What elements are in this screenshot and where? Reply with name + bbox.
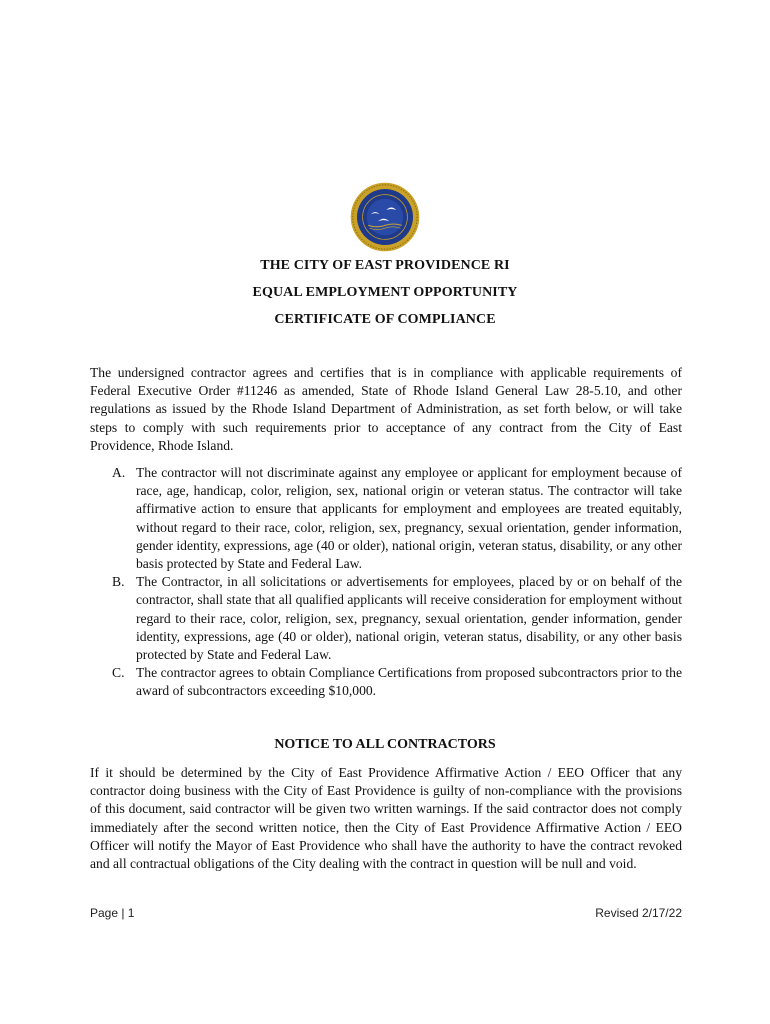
list-item	[112, 664, 682, 700]
title-certificate: CERTIFICATE OF COMPLIANCE	[274, 312, 496, 327]
list-item	[112, 573, 682, 664]
city-seal-icon	[350, 182, 420, 252]
list-item-text: The contractor agrees to obtain Compliance Certifications from proposed subcontractors prior to the award of subcontractors exceeding $10,000.	[136, 665, 682, 699]
intro-paragraph: The undersigned contractor agrees and certifies that is in compliance with applicable requirements of Federal Executive Order #11246 as amended, State of Rhode Island General Law 28-5.10, and other regulations as issued by the Rhode Island Department of Administration, as set forth below, or will take steps to comply with such requirements prior to acceptance of any contract from the City of East Providence, Rhode Island.	[90, 365, 682, 453]
list-item	[112, 464, 682, 573]
requirements-list	[112, 464, 682, 701]
title-eeo: EQUAL EMPLOYMENT OPPORTUNITY	[252, 285, 518, 300]
list-marker: B.	[112, 574, 125, 590]
list-item-text: The contractor will not discriminate against any employee or applicant for employment because of race, age, handicap, color, religion, sex, national origin or veteran status. The contractor will take affirmative action to ensure that applicants for employment and employees are treated equitably, without regard to their race, color, religion, sex, pregnancy, sexual orientation, gender information, gender identity, expressions, age (40 or older), national origin, veteran status, disability, or any other basis protected by State and Federal Law.	[136, 465, 682, 572]
list-item-text: The Contractor, in all solicitations or advertisements for employees, placed by or on behalf of the contractor, shall state that all qualified applicants will receive consideration for employment without regard to their race, color, religion, sex, pregnancy, sexual orientation, gender information, gender identity, expressions, age (40 or older), national origin, veteran status, disability, or any other basis protected by State and Federal Law.	[136, 574, 682, 663]
revision-date: Revised 2/17/22	[595, 906, 682, 920]
notice-heading: NOTICE TO ALL CONTRACTORS	[274, 737, 496, 752]
page-number: Page | 1	[90, 906, 135, 920]
title-city: THE CITY OF EAST PROVIDENCE RI	[260, 258, 510, 273]
list-marker: A.	[112, 465, 126, 480]
list-marker: C.	[112, 665, 125, 681]
notice-paragraph: If it should be determined by the City of East Providence Affirmative Action / EEO Officer that any contractor doing business with the City of East Providence is guilty of non-compliance with the provisions of this document, said contractor will be given two written warnings. If the said contractor does not comply immediately after the second written notice, then the City of East Providence Affirmative Action / EEO Officer will notify the Mayor of East Providence who shall have the authority to have the contract revoked and all contractual obligations of the City dealing with the contract in question will be null and void.	[90, 765, 682, 872]
